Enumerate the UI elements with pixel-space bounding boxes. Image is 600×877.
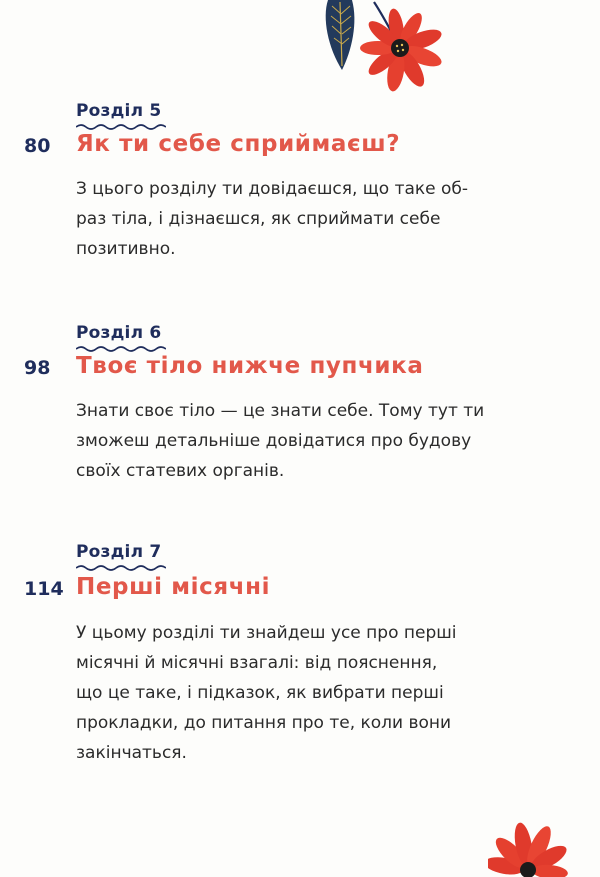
- chapter-title: Перші місячні: [76, 574, 271, 600]
- chapter-label: Розділ 7: [76, 542, 162, 562]
- page-number: 114: [24, 578, 64, 600]
- wavy-underline: [76, 123, 166, 131]
- page-number: 98: [24, 357, 51, 379]
- description-line: позитивно.: [76, 239, 176, 259]
- description-line: Знати своє тіло — це знати себе. Тому тут ти: [76, 401, 485, 421]
- chapter-label: Розділ 6: [76, 323, 162, 343]
- chapter-title: Твоє тіло нижче пупчика: [76, 353, 424, 379]
- chapter-description: [76, 618, 516, 768]
- flower-illustration-top: [360, 0, 460, 105]
- description-line: місячні й місячні взагалі: від пояснення,: [76, 653, 438, 673]
- description-line: закінчаться.: [76, 743, 187, 763]
- chapter-description: [76, 396, 516, 486]
- chapter-title: Як ти себе сприймаєш?: [76, 131, 401, 157]
- wavy-underline: [76, 345, 166, 353]
- page-number: 80: [24, 135, 51, 157]
- description-line: З цього розділу ти довідаєшся, що таке об-: [76, 179, 469, 199]
- chapter-description: [76, 174, 516, 264]
- description-line: зможеш детальніше довідатися про будову: [76, 431, 472, 451]
- description-line: У цьому розділі ти знайдеш усе про перші: [76, 623, 457, 643]
- description-line: раз тіла, і дізнаєшся, як сприймати себе: [76, 209, 441, 229]
- description-line: прокладки, до питання про те, коли вони: [76, 713, 452, 733]
- description-line: своїх статевих органів.: [76, 461, 285, 481]
- wavy-underline: [76, 564, 166, 572]
- description-line: що це таке, і підказок, як вибрати перші: [76, 683, 444, 703]
- chapter-label: Розділ 5: [76, 101, 162, 121]
- flower-illustration-bottom: [488, 812, 600, 877]
